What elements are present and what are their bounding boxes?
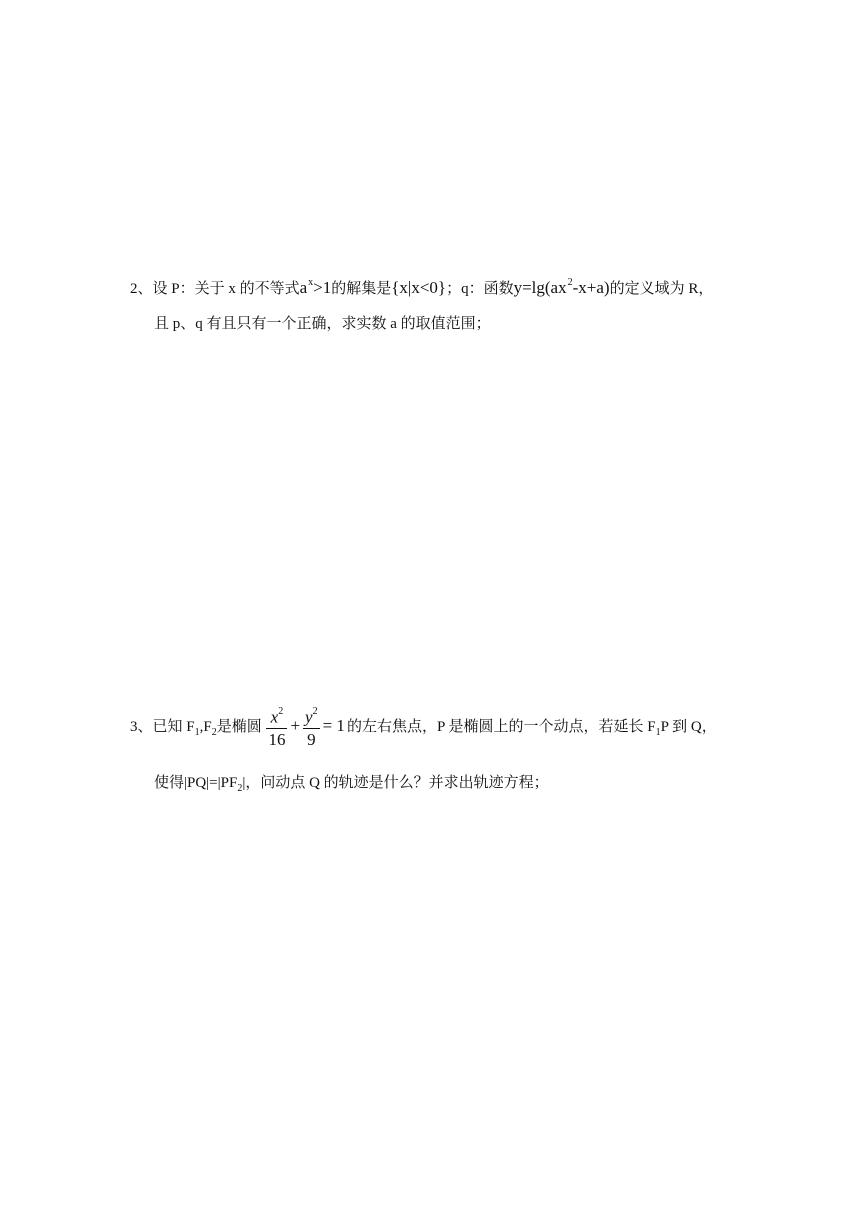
- equals-one: = 1: [322, 716, 345, 735]
- problem-3-line-2: [154, 773, 549, 799]
- fraction-x-squared-over-16: [266, 704, 287, 751]
- inequality-exponent: x: [308, 277, 314, 288]
- problem-2-line-2: [154, 314, 491, 334]
- problem-3-comma: ,F: [199, 719, 212, 735]
- problem-3-line-2-suffix: |，问动点 Q 的轨迹是什么？并求出轨迹方程；: [242, 775, 549, 791]
- function-expr-b: -x+a): [572, 278, 610, 297]
- problem-2-mid: 的解集是: [331, 281, 392, 297]
- problem-3-line-2-prefix: 使得|PQ|=|PF: [154, 775, 238, 791]
- fraction-y-squared-over-9: [303, 704, 320, 751]
- f1-subscript: 1: [194, 727, 200, 738]
- problem-2-suffix: 的定义域为 R，: [609, 281, 714, 297]
- solution-set: {x|x<0}: [391, 278, 447, 297]
- problem-3-prefix: 3、已知 F: [130, 719, 195, 735]
- fraction-1-numerator: $x^2$: [266, 704, 287, 729]
- problem-2-sep: ；q：函数: [446, 281, 514, 297]
- problem-3-end: P 到 Q，: [660, 719, 717, 735]
- function-exponent: 2: [567, 277, 573, 288]
- function-expr-a: y=lg(ax: [513, 278, 567, 297]
- f1-subscript-2: 1: [655, 727, 661, 738]
- pf2-subscript: 2: [237, 783, 243, 794]
- inequality-rest: >1: [313, 278, 332, 297]
- problem-2-prefix: 2、设 P：关于 x 的不等式: [130, 281, 300, 297]
- inequality-base: a: [299, 278, 308, 297]
- fraction-2-numerator: $y^2$: [305, 706, 318, 727]
- problem-3-rest: 的左右焦点，P 是椭圆上的一个动点，若延长 F: [346, 719, 656, 735]
- problem-2-line-2-text: 且 p、q 有且只有一个正确，求实数 a 的取值范围；: [154, 316, 491, 332]
- fraction-1-denominator: 16: [268, 729, 286, 749]
- f2-subscript: 2: [211, 727, 217, 738]
- fraction-2-denominator: 9: [307, 729, 316, 749]
- plus-sign: +: [290, 716, 301, 735]
- problem-3-line-1: [130, 704, 717, 748]
- problem-2-line-1: [130, 275, 713, 299]
- problem-3-mid: 是椭圆: [216, 719, 262, 735]
